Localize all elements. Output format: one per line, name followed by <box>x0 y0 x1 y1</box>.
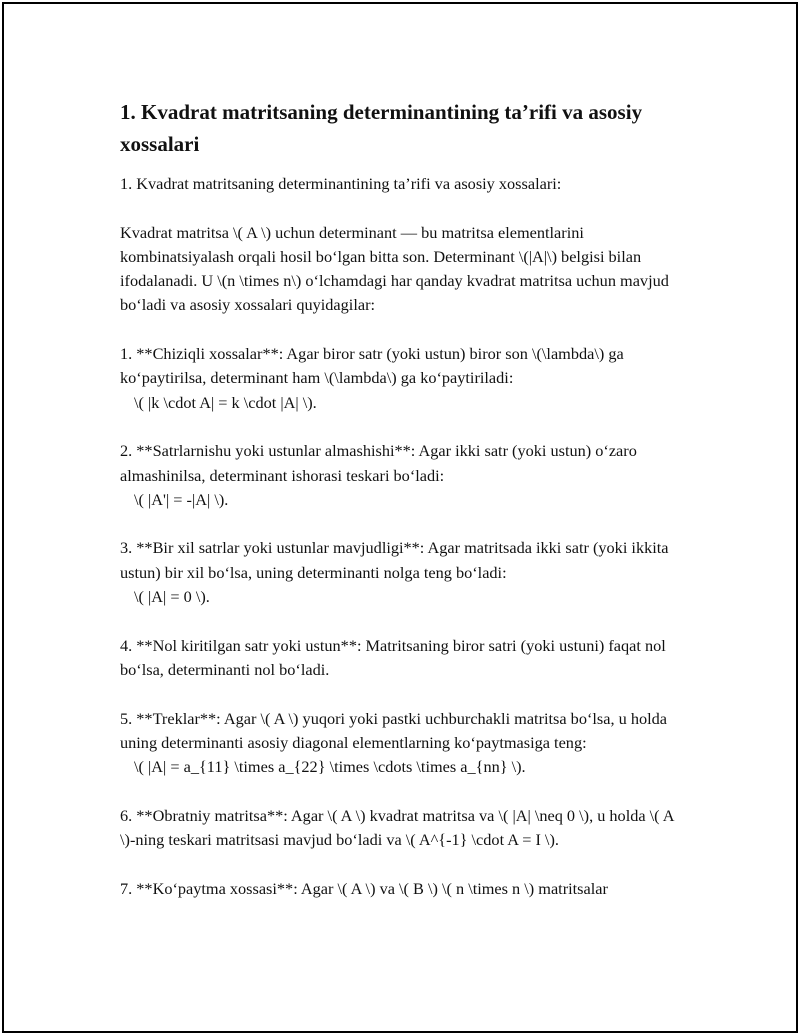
document-body <box>120 172 692 901</box>
property-text: 6. **Obratniy matritsa**: Agar \( A \) kvadrat matritsa va \( |A| \neq 0 \), u holda \( A \)-ning teskari matritsasi mavjud bo‘ladi va \( A^{-1} \cdot A = I \). <box>120 805 674 850</box>
property-item <box>120 342 692 415</box>
property-text: 7. **Ko‘paytma xossasi**: Agar \( A \) va \( B \) \( n \times n \) matritsalar <box>120 878 608 898</box>
property-item <box>120 439 692 512</box>
document-content <box>120 96 692 925</box>
property-text: 4. **Nol kiritilgan satr yoki ustun**: Matritsaning biror satri (yoki ustuni) faqat nol bo‘lsa, determinanti nol bo‘ladi. <box>120 635 666 679</box>
property-formula: \( |k \cdot A| = k \cdot |A| \). <box>134 392 317 412</box>
property-text: 2. **Satrlarnishu yoki ustunlar almashishi**: Agar ikki satr (yoki ustun) o‘zaro almashinilsa, determinant ishorasi teskari bo‘ladi: <box>120 441 637 485</box>
property-item <box>120 877 692 901</box>
property-item <box>120 804 692 853</box>
property-formula: \( |A| = 0 \). <box>134 587 210 607</box>
document-page <box>2 2 798 1033</box>
property-text: 1. **Chiziqli xossalar**: Agar biror satr (yoki ustun) biror son \(\lambda\) ga ko‘paytirilsa, determinant ham \(\lambda\) ga ko‘paytiriladi: <box>120 344 624 388</box>
property-item <box>120 634 692 683</box>
property-formula: \( |A'| = -|A| \). <box>134 489 229 509</box>
property-item <box>120 536 692 609</box>
property-item <box>120 707 692 780</box>
intro-heading: 1. Kvadrat matritsaning determinantining ta’rifi va asosiy xossalari: <box>120 174 562 193</box>
property-text: 5. **Treklar**: Agar \( A \) yuqori yoki pastki uchburchakli matritsa bo‘lsa, u holda uning determinanti asosiy diagonal elementlarning ko‘paytmasiga teng: <box>120 708 667 752</box>
property-formula: \( |A| = a_{11} \times a_{22} \times \cdots \times a_{nn} \). <box>134 757 526 777</box>
intro-paragraph: Kvadrat matritsa \( A \) uchun determinant — bu matritsa elementlarini kombinatsiyalash orqali hosil bo‘lgan bitta son. Determinant \(|A|\) belgisi bilan ifodalanadi. U \(n \times n\) o‘lchamdagi har qanday kvadrat matritsa uchun mavjud bo‘ladi va asosiy xossalari quyidagilar: <box>120 222 669 315</box>
page-title: 1. Kvadrat matritsaning determinantining ta’rifi va asosiy xossalari <box>120 100 643 156</box>
property-text: 3. **Bir xil satrlar yoki ustunlar mavjudligi**: Agar matritsada ikki satr (yoki ikkita ustun) bir xil bo‘lsa, uning determinanti nolga teng bo‘ladi: <box>120 538 669 582</box>
